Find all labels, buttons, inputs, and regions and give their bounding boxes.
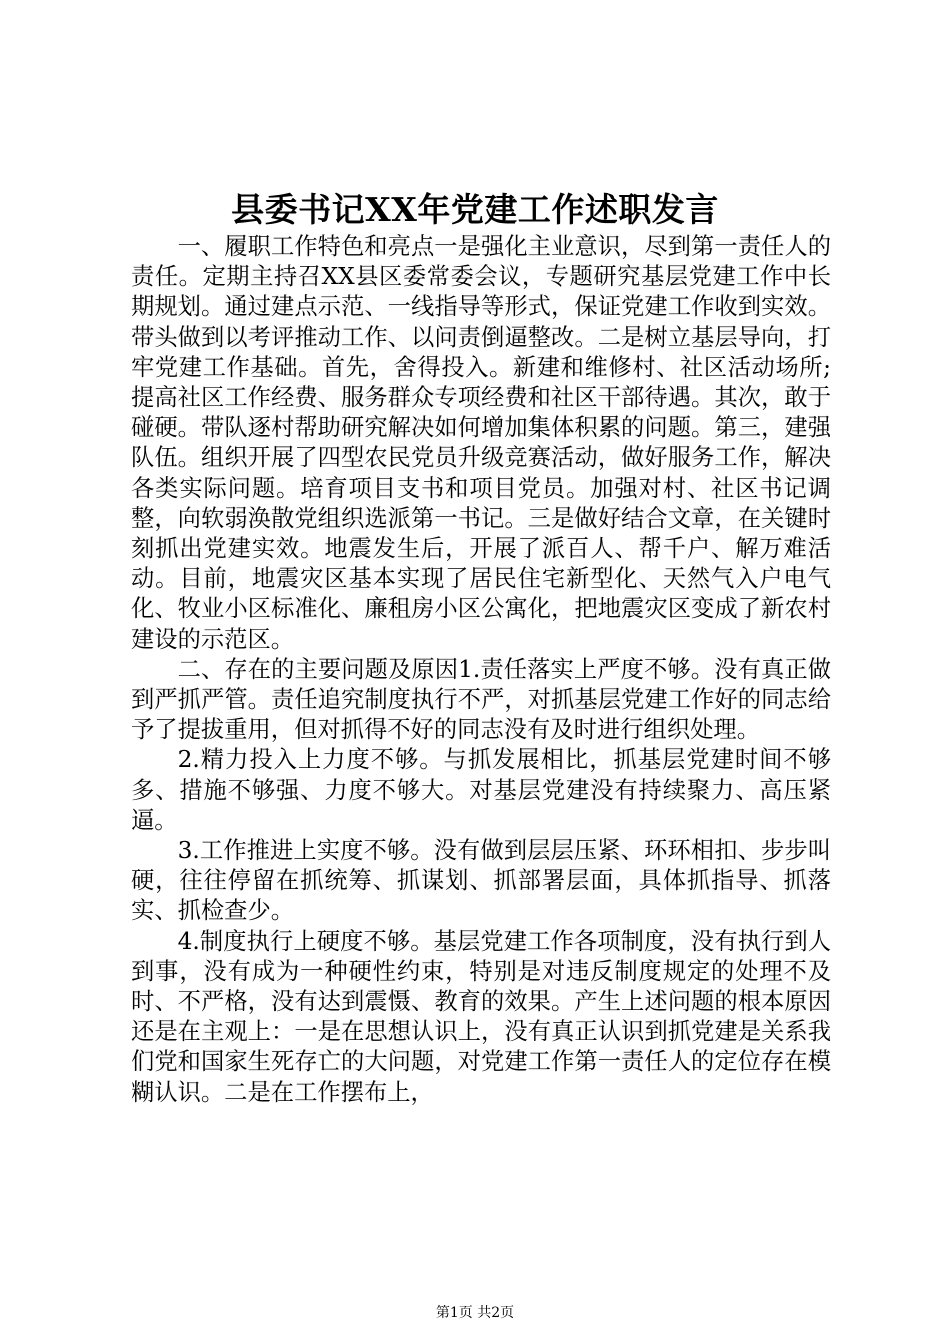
document-title: 县委书记XX年党建工作述职发言 — [231, 190, 719, 229]
paragraph-2: 二、存在的主要问题及原因1.责任落实上严度不够。没有真正做到严抓严管。责任追究制度执行不严，对抓基层党建工作好的同志给予了提拔重用，但对抓得不好的同志没有及时进行组织处理。 — [131, 655, 831, 744]
paragraph-1: 一、履职工作特色和亮点一是强化主业意识，尽到第一责任人的责任。定期主持召XX县区委常委会议，专题研究基层党建工作中长期规划。通过建点示范、一线指导等形式，保证党建工作收到实效。带头做到以考评推动工作、以问责倒逼整改。二是树立基层导向，打牢党建工作基础。首先，舍得投入。新建和维修村、社区活动场所;提高社区工作经费、服务群众专项经费和社区干部待遇。其次，敢于碰硬。带队逐村帮助研究解决如何增加集体积累的问题。第三，建强队伍。组织开展了四型农民党员升级竞赛活动，做好服务工作，解决各类实际问题。培育项目支书和项目党员。加强对村、社区书记调整，向软弱涣散党组织选派第一书记。三是做好结合文章，在关键时刻抓出党建实效。地震发生后，开展了派百人、帮千户、解万难活动。目前，地震灾区基本实现了居民住宅新型化、天然气入户电气化、牧业小区标准化、廉租房小区公寓化，把地震灾区变成了新农村建设的示范区。 — [131, 233, 831, 653]
document-body — [131, 232, 831, 1108]
page-number-footer: 第1页 共2页 — [435, 1305, 515, 1321]
paragraph-5: 4.制度执行上硬度不够。基层党建工作各项制度，没有执行到人到事，没有成为一种硬性约束，特别是对违反制度规定的处理不及时、不严格，没有达到震慑、教育的效果。产生上述问题的根本原因还是在主观上：一是在思想认识上，没有真正认识到抓党建是关系我们党和国家生死存亡的大问题，对党建工作第一责任人的定位存在模糊认识。二是在工作摆布上， — [131, 927, 831, 1106]
paragraph-4: 3.工作推进上实度不够。没有做到层层压紧、环环相扣、步步叫硬，往往停留在抓统筹、抓谋划、抓部署层面，具体抓指导、抓落实、抓检查少。 — [131, 837, 831, 925]
paragraph-3: 2.精力投入上力度不够。与抓发展相比，抓基层党建时间不够多、措施不够强、力度不够大。对基层党建没有持续聚力、高压紧逼。 — [131, 746, 831, 834]
